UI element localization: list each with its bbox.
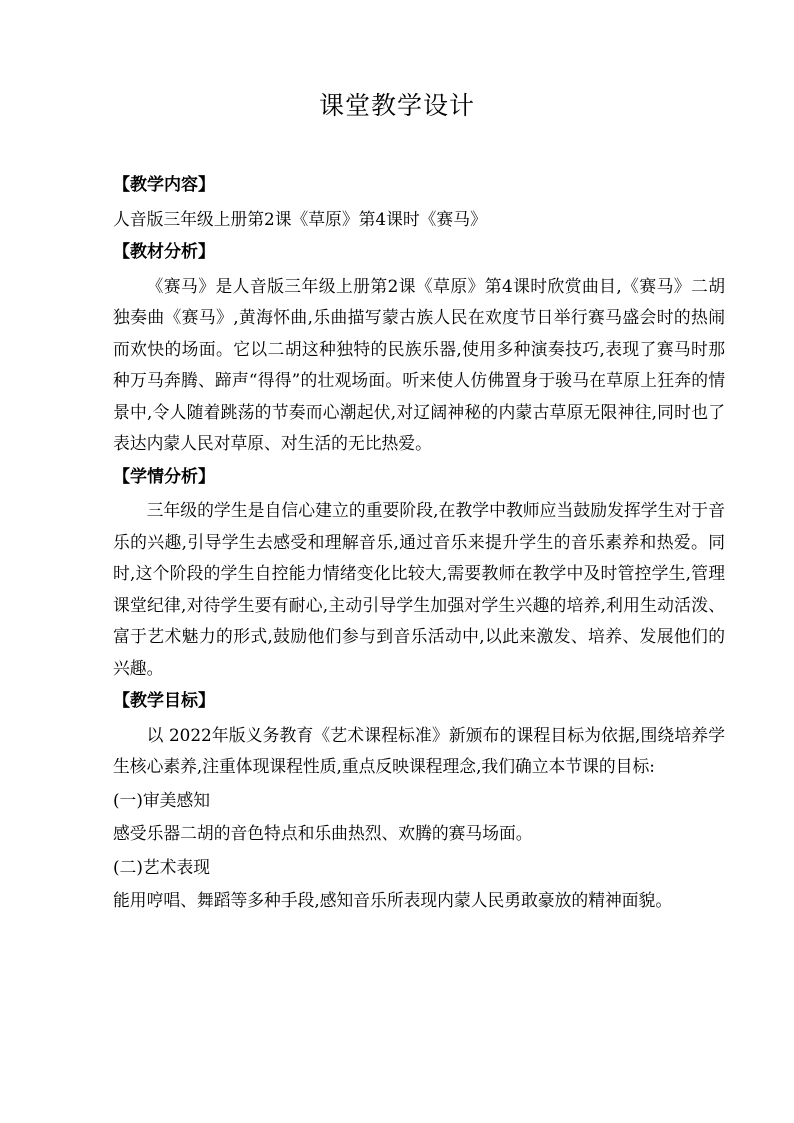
section-text-material: 《赛马》是人音版三年级上册第2课《草原》第4课时欣赏曲目,《赛马》二胡独奏曲《赛马》,黄海怀曲,乐曲描写蒙古族人民在欢度节日举行赛马盛会时的热闹而欢快的场面。它以二胡这种独特的民族乐器,使用多种演奏技巧,表现了赛马时那种万马奔腾、蹄声“得得”的壮观场面。听来使人仿佛置身于骏马在草原上狂奔的情景中,令人随着跳荡的节奏而心潮起伏,对辽阔神秘的内蒙古草原无限神往,同时也了表达内蒙人民对草原、对生活的无比热爱。 <box>113 275 725 453</box>
document-body <box>113 170 725 919</box>
goal-label-art-expression: (二)艺术表现 <box>113 856 211 877</box>
section-heading-content: 【教学内容】 <box>113 175 215 195</box>
section-heading-learners: 【学情分析】 <box>113 466 215 487</box>
goal-text-art-expression: 能用哼唱、舞蹈等多种手段,感知音乐所表现内蒙人民勇敢豪放的精神面貌。 <box>113 890 673 910</box>
section-heading-material: 【教材分析】 <box>113 242 215 262</box>
page-title: 课堂教学设计 <box>318 91 475 120</box>
goal-label-aesthetic: (一)审美感知 <box>113 789 211 810</box>
goal-text-aesthetic: 感受乐器二胡的音色特点和乐曲热烈、欢腾的赛马场面。 <box>113 823 533 843</box>
section-text-content: 人音版三年级上册第2课《草原》第4课时《赛马》 <box>113 208 487 229</box>
section-text-goals: 以 2022年版义务教育《艺术课程标准》新颁布的课程目标为依据,围绕培养学生核心素养,注重体现课程性质,重点反映课程理念,我们确立本节课的目标: <box>113 724 725 776</box>
section-text-learners: 三年级的学生是自信心建立的重要阶段,在教学中教师应当鼓励发挥学生对于音乐的兴趣,引导学生去感受和理解音乐,通过音乐来提升学生的音乐素养和热爱。同时,这个阶段的学生自控能力情绪变化比较大,需要教师在教学中及时管控学生,管理课堂纪律,对待学生要有耐心,主动引导学生加强对学生兴趣的培养,利用生动活泼、富于艺术魅力的形式,鼓励他们参与到音乐活动中,以此来激发、培养、发展他们的兴趣。 <box>113 500 725 678</box>
section-heading-goals: 【教学目标】 <box>113 691 215 711</box>
